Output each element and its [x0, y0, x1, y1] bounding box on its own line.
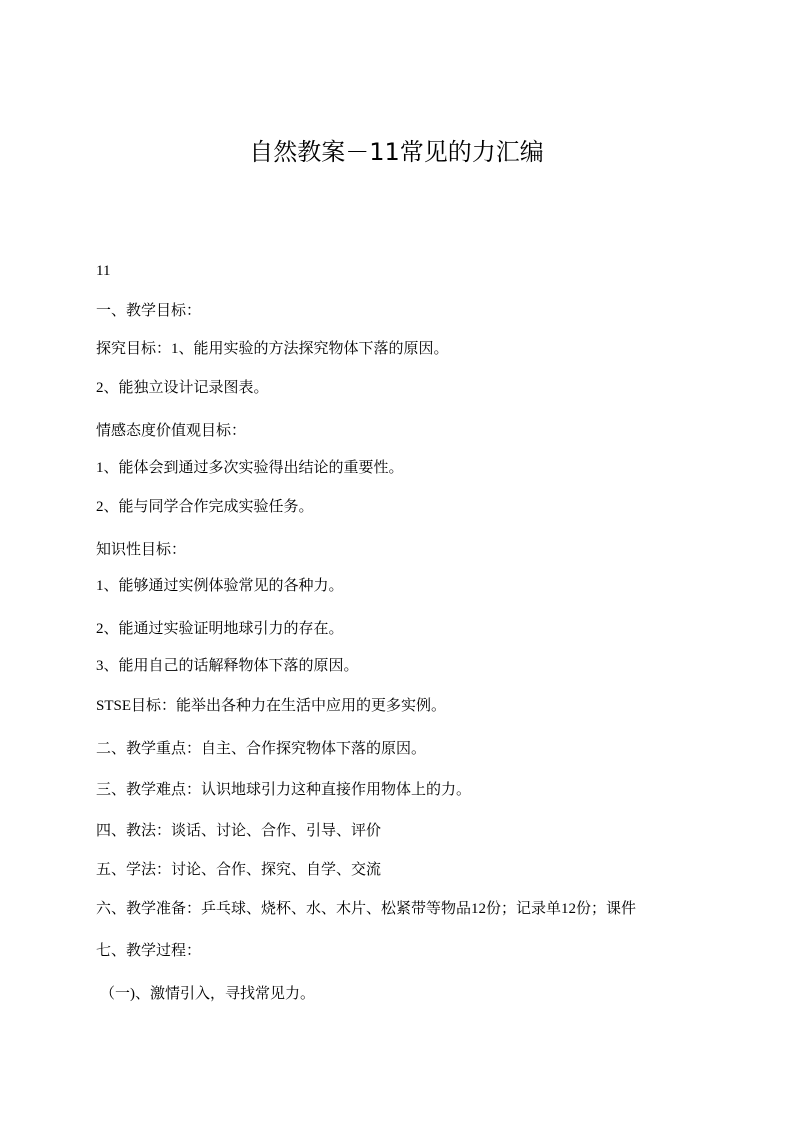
section-teaching-methods: 四、教法：谈话、讨论、合作、引导、评价: [96, 823, 382, 839]
process-step-1: （一)、激情引入，寻找常见力。: [100, 986, 315, 1002]
section-heading-goals: 一、教学目标：: [96, 303, 202, 319]
subheading-attitude-goals: 情感态度价值观目标：: [96, 423, 247, 439]
section-learning-methods: 五、学法：讨论、合作、探究、自学、交流: [96, 862, 382, 878]
inquiry-goal-1: 探究目标：1、能用实验的方法探究物体下落的原因。: [96, 341, 449, 357]
document-title: 自然教案－11常见的力汇编: [249, 138, 544, 166]
lesson-number: 11: [96, 263, 111, 279]
attitude-goal-2: 2、能与同学合作完成实验任务。: [96, 499, 314, 515]
attitude-goal-1: 1、能体会到通过多次实验得出结论的重要性。: [96, 460, 404, 476]
knowledge-goal-2: 2、能通过实验证明地球引力的存在。: [96, 621, 344, 637]
section-key-points: 二、教学重点：自主、合作探究物体下落的原因。: [96, 741, 427, 757]
knowledge-goal-1: 1、能够通过实例体验常见的各种力。: [96, 578, 344, 594]
stse-goal: STSE目标：能举出各种力在生活中应用的更多实例。: [96, 698, 447, 714]
knowledge-goal-3: 3、能用自己的话解释物体下落的原因。: [96, 658, 359, 674]
section-difficulties: 三、教学难点：认识地球引力这种直接作用物体上的力。: [96, 782, 472, 798]
section-preparation: 六、教学准备：乒乓球、烧杯、水、木片、松紧带等物品12份；记录单12份；课件: [96, 901, 637, 917]
section-process: 七、教学过程：: [96, 943, 202, 959]
subheading-knowledge-goals: 知识性目标：: [96, 542, 187, 558]
inquiry-goal-2: 2、能独立设计记录图表。: [96, 380, 269, 396]
